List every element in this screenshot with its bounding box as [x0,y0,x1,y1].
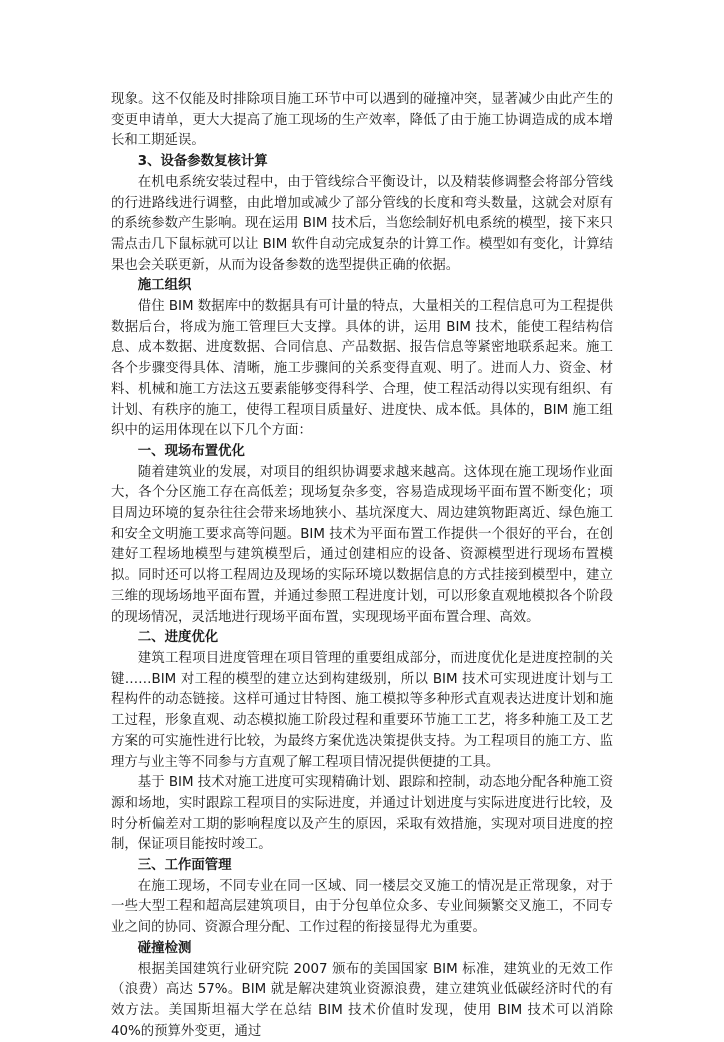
heading-work-area-management: 三、工作面管理 [137,858,232,874]
paragraph-collision-detection: 根据美国建筑行业研究院 2007 颁布的美国国家 BIM 标准，建筑业的无效工作（浪费）高达 57%。BIM 就是解决建筑业资源浪费，建立建筑业低碳经济时代的有效方法。美国斯坦福大学在总结 BIM 技术价值时发现，使用 BIM 技术可以消除 40%的预算外变更，通过 [111,961,613,1039]
paragraph-schedule-optimization-1: 建筑工程项目进度管理在项目管理的重要组成部分，而进度优化是进度控制的关键……BIM 对工程的模型的建立达到构建级别，所以 BIM 技术可实现进度计划与工程构件的动态链接。这样可通过甘特图、施工模拟等多种形式直观表达进度计划和施工过程，形象直观、动态模拟施工阶段过程和重要环节施工工艺，将多种施工及工艺方案的可实施性进行比较，为最终方案优选决策提供支持。为工程项目的施工方、监理方与业主等不同参与方直观了解工程项目情况提供便捷的工具。 [111,650,613,770]
paragraph-work-area-management: 在施工现场，不同专业在同一区域、同一楼层交叉施工的情况是正常现象，对于一些大型工程和超高层建筑项目，由于分包单位众多、专业间频繁交叉施工，不同专业之间的协同、资源合理分配、工作过程的衔接显得尤为重要。 [111,878,613,936]
heading-construction-organization: 施工组织 [137,278,192,294]
paragraph-site-layout-optimization: 随着建筑业的发展，对项目的组织协调要求越来越高。这体现在施工现场作业面大，各个分区施工存在高低差；现场复杂多变，容易造成现场平面布置不断变化；项目周边环境的复杂往往会带来场地狭小、基坑深度大、周边建筑物距离近、绿色施工和安全文明施工要求高等问题。BIM 技术为平面布置工作提供一个很好的平台，在创建好工程场地模型与建筑模型后，通过创建相应的设备、资源模型进行现场布置模拟。同时还可以将工程周边及现场的实际环境以数据信息的方式挂接到模型中，建立三维的现场场地平面布置，并通过参照工程进度计划，可以形象直观地模拟各个阶段的现场情况，灵活地进行现场平面布置，实现现场平面布置合理、高效。 [111,464,613,625]
paragraph-collision-continuation: 现象。这不仅能及时排除项目施工环节中可以遇到的碰撞冲突，显著减少由此产生的变更申请单，更大大提高了施工现场的生产效率，降低了由于施工协调造成的成本增长和工期延误。 [111,92,613,149]
paragraph-equipment-parameter-check: 在机电系统安装过程中，由于管线综合平衡设计，以及精装修调整会将部分管线的行进路线进行调整，由此增加或减少了部分管线的长度和弯头数量，这就会对原有的系统参数产生影响。现在运用 BIM 技术后，当您绘制好机电系统的模型，接下来只需点击几下鼠标就可以让 BIM 软件自动完成复杂的计算工作。模型如有变化，计算结果也会关联更新，从而为设备参数的选型提供正确的依据。 [111,174,613,273]
paragraph-construction-organization: 借住 BIM 数据库中的数据具有可计量的特点，大量相关的工程信息可为工程提供数据后台，将成为施工管理巨大支撑。具体的讲，运用 BIM 技术，能使工程结构信息、成本数据、进度数据、合同信息、产品数据、报告信息等紧密地联系起来。施工各个步骤变得具体、清晰，施工步骤间的关系变得直观、明了。进而人力、资金、材料、机械和施工方法这五要素能够变得科学、合理，使工程活动得以实现有组织、有计划、有秩序的施工，使得工程项目质量好、进度快、成本低。具体的，BIM 施工组织中的运用体现在以下几个方面： [111,299,613,439]
paragraph-schedule-optimization-2: 基于 BIM 技术对施工进度可实现精确计划、跟踪和控制，动态地分配各种施工资源和场地，实时跟踪工程项目的实际进度，并通过计划进度与实际进度进行比较，及时分析偏差对工期的影响程度以及产生的原因，采取有效措施，实现对项目进度的控制，保证项目能按时竣工。 [111,775,613,853]
heading-site-layout-optimization: 一、现场布置优化 [137,443,245,459]
heading-schedule-optimization: 二、进度优化 [137,630,219,646]
heading-collision-detection: 碰撞检测 [137,940,192,956]
heading-equipment-parameter-check: 3、设备参数复核计算 [137,154,268,170]
document-body [111,90,613,1042]
